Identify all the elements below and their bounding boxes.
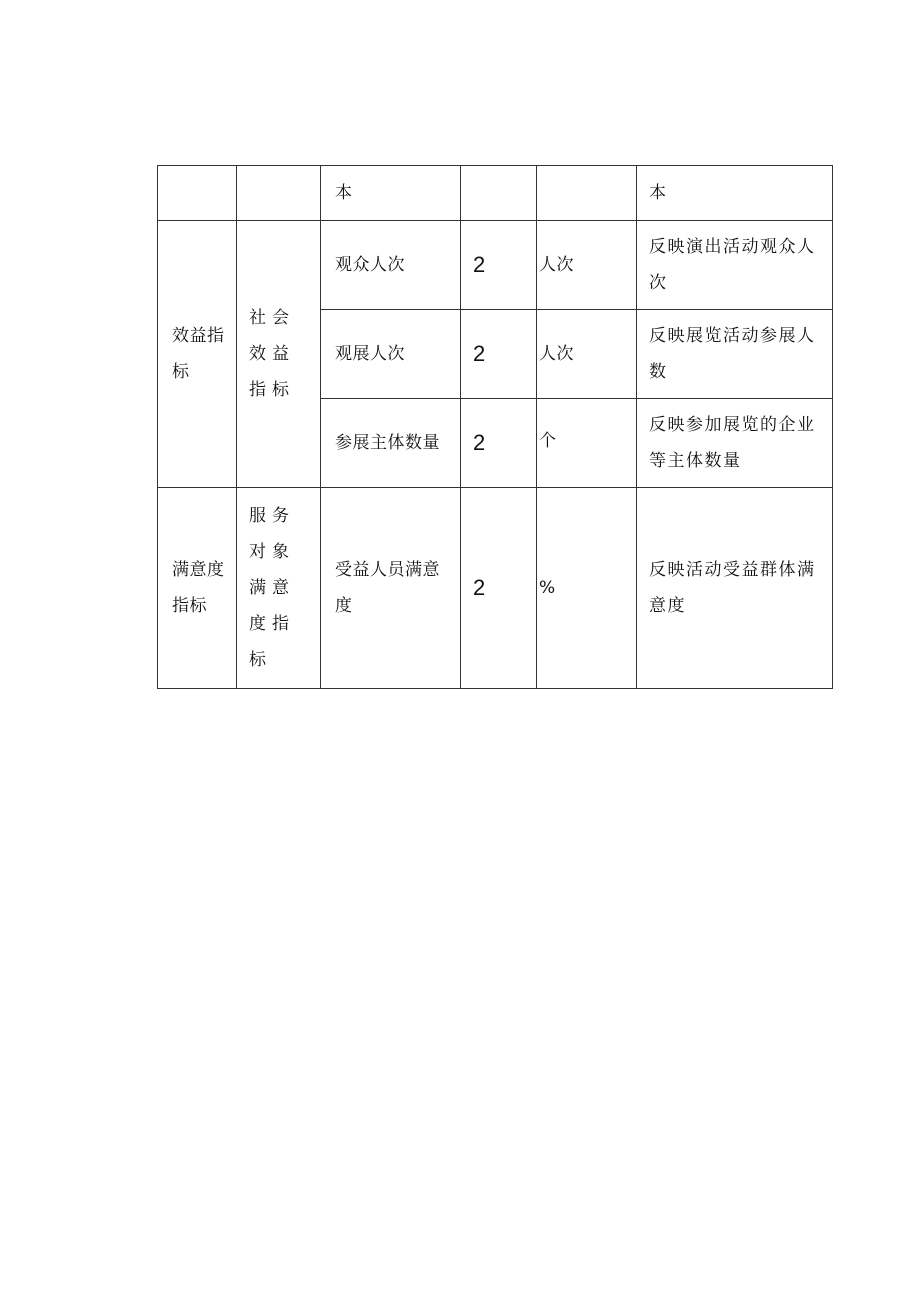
indicator-value-cell: 2 (461, 399, 537, 488)
continued-text: 本 (335, 183, 353, 203)
table-cell (537, 166, 637, 221)
indicator-name-cell: 观众人次 (321, 221, 461, 310)
table-row (158, 488, 833, 689)
indicator-unit-cell: 个 (537, 399, 637, 488)
performance-indicator-table (157, 165, 833, 689)
level2-indicator-cell: 社会效益指标 (237, 221, 321, 488)
table-cell (158, 166, 237, 221)
indicator-unit-cell: 人次 (537, 221, 637, 310)
indicator-unit-cell: % (537, 488, 637, 689)
level1-indicator-cell: 满意度指标 (158, 488, 237, 689)
indicator-value-cell: 2 (461, 488, 537, 689)
indicator-name-cell: 参展主体数量 (321, 399, 461, 488)
table-row (158, 221, 833, 310)
indicator-value-cell: 2 (461, 221, 537, 310)
table-cell (461, 166, 537, 221)
table-cell (321, 166, 461, 221)
indicator-name-cell: 观展人次 (321, 310, 461, 399)
indicator-description-cell: 反映参加展览的企业等主体数量 (637, 399, 833, 488)
indicator-value-cell: 2 (461, 310, 537, 399)
indicator-description-cell: 反映演出活动观众人次 (637, 221, 833, 310)
table-row (158, 166, 833, 221)
table-cell (237, 166, 321, 221)
continued-text: 本 (649, 183, 668, 203)
indicator-description-cell: 反映展览活动参展人数 (637, 310, 833, 399)
level2-indicator-cell: 服务对象满意度指标 (237, 488, 321, 689)
indicator-unit-cell: 人次 (537, 310, 637, 399)
table-cell (637, 166, 833, 221)
level1-indicator-cell: 效益指标 (158, 221, 237, 488)
indicator-name-cell: 受益人员满意度 (321, 488, 461, 689)
indicator-description-cell: 反映活动受益群体满意度 (637, 488, 833, 689)
